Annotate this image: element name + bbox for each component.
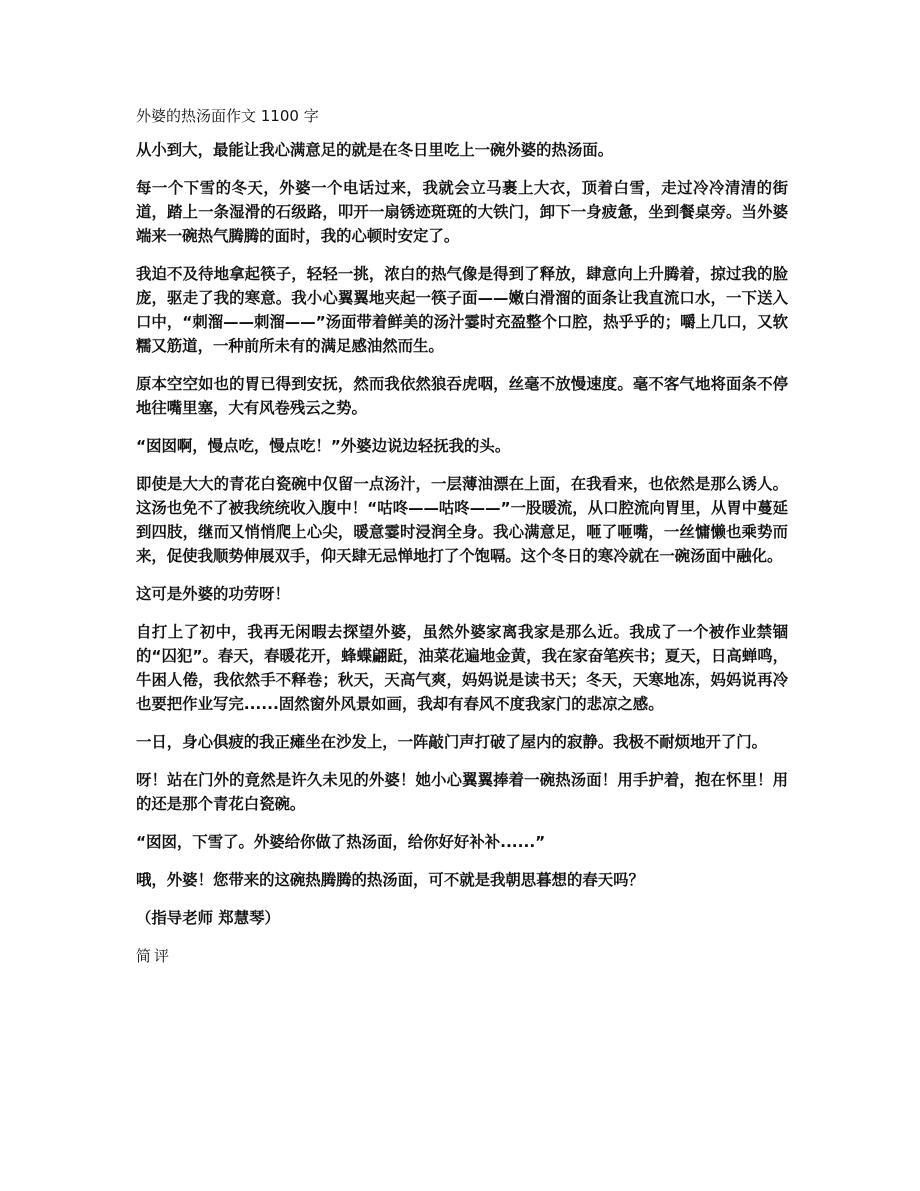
teacher-credit: （指导老师 郑慧琴） <box>136 909 280 927</box>
paragraph-1: 从小到大，最能让我心满意足的就是在冬日里吃上一碗外婆的热汤面。 <box>136 141 614 159</box>
paragraph-12: 哦，外婆！您带来的这碗热腾腾的热汤面，可不就是我朝思暮想的春天吗？ <box>136 871 644 889</box>
document-page <box>136 104 788 968</box>
paragraph-7: 这可是外婆的功劳呀！ <box>136 585 290 603</box>
paragraph-6: 即使是大大的青花白瓷碗中仅留一点汤汁，一层薄油漂在上面，在我看来，也依然是那么诱人。这汤也免不了被我统统收入腹中！“咕咚——咕咚——”一股暖流，从口腔流向胃里，从胃中蔓延到四肢，继而又悄悄爬上心尖，暖意霎时浸润全身。我心满意足，咂了咂嘴，一丝慵懒也乘势而来，促使我顺势伸展双手，仰天肆无忌惮地打了个饱嗝。这个冬日的寒冷就在一碗汤面中融化。 <box>136 475 788 565</box>
paragraph-5: “囡囡啊，慢点吃，慢点吃！”外婆边说边轻抚我的头。 <box>136 437 511 455</box>
paragraph-2: 每一个下雪的冬天，外婆一个电话过来，我就会立马裹上大衣，顶着白雪，走过冷冷清清的街道，踏上一条湿滑的石级路，叩开一扇锈迹斑斑的大铁门，卸下一身疲惫，坐到餐桌旁。当外婆端来一碗热气腾腾的面时，我的心顿时安定了。 <box>136 179 788 245</box>
essay-title: 外婆的热汤面作文 1100 字 <box>136 107 319 125</box>
review-heading: 简评 <box>136 947 173 965</box>
paragraph-11: “囡囡，下雪了。外婆给你做了热汤面，给你好好补补......” <box>136 833 546 851</box>
paragraph-9: 一日，身心俱疲的我正瘫坐在沙发上，一阵敲门声打破了屋内的寂静。我极不耐烦地开了门。 <box>136 733 768 751</box>
paragraph-3: 我迫不及待地拿起筷子，轻轻一挑，浓白的热气像是得到了释放，肆意向上升腾着，掠过我的脸庞，驱走了我的寒意。我小心翼翼地夹起一筷子面——嫩白滑溜的面条让我直流口水，一下送入口中，“刺溜——刺溜——”汤面带着鲜美的汤汁霎时充盈整个口腔，热乎乎的；嚼上几口，又软糯又筋道，一种前所未有的满足感油然而生。 <box>136 265 788 355</box>
paragraph-10: 呀！站在门外的竟然是许久未见的外婆！她小心翼翼捧着一碗热汤面！用手护着，抱在怀里！用的还是那个青花白瓷碗。 <box>136 771 788 813</box>
paragraph-8: 自打上了初中，我再无闲暇去探望外婆，虽然外婆家离我家是那么近。我成了一个被作业禁锢的“囚犯”。春天，春暖花开，蜂蝶翩跹，油菜花遍地金黄，我在家奋笔疾书；夏天，日高蝉鸣，牛困人倦，我依然手不释卷；秋天，天高气爽，妈妈说是读书天；冬天，天寒地冻，妈妈说再冷也要把作业写完......固然窗外风景如画，我却有春风不度我家门的悲凉之感。 <box>136 623 788 713</box>
paragraph-4: 原本空空如也的胃已得到安抚，然而我依然狼吞虎咽，丝毫不放慢速度。毫不客气地将面条不停地往嘴里塞，大有风卷残云之势。 <box>136 375 788 417</box>
